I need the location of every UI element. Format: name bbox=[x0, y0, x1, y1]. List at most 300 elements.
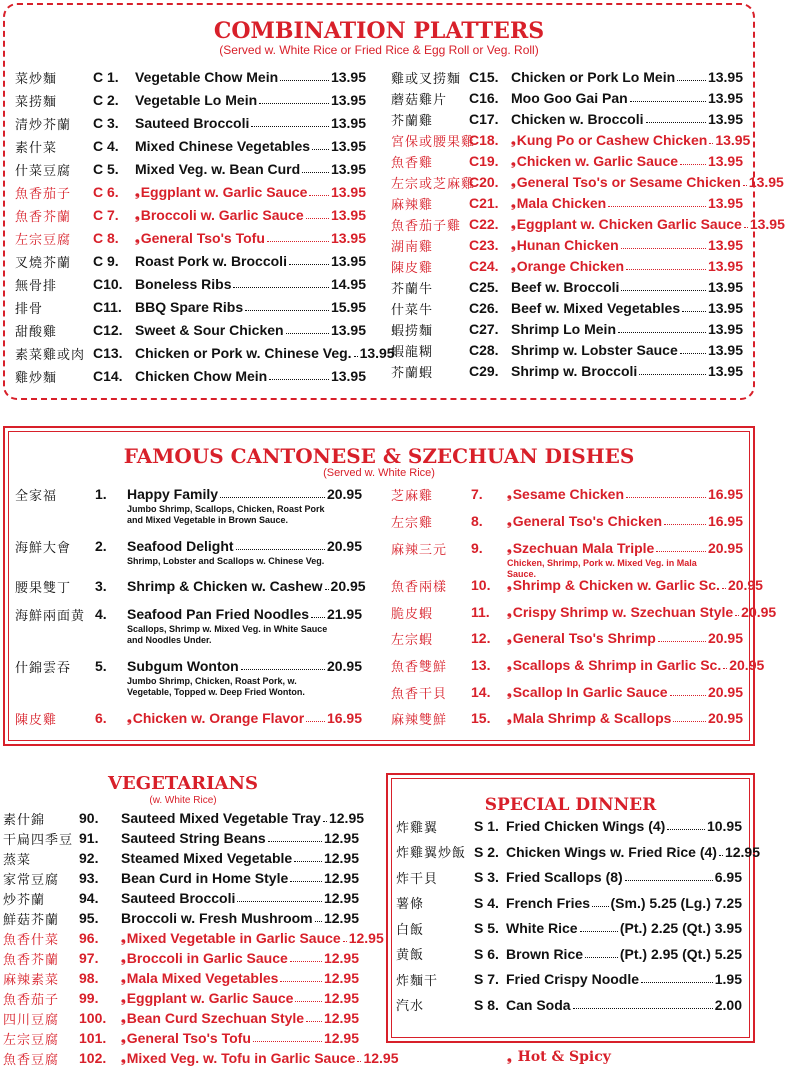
item-name: Broccoli w. Fresh Mushroom bbox=[121, 910, 313, 926]
item-name: General Tso's Chicken bbox=[512, 513, 663, 529]
menu-item-row bbox=[396, 994, 742, 1016]
item-name-cell bbox=[511, 258, 708, 274]
chili-pepper-icon: ❟ bbox=[507, 657, 512, 672]
dot-leader bbox=[621, 280, 706, 291]
item-price: 15.95 bbox=[330, 299, 366, 315]
item-chinese-name: 脆皮蝦 bbox=[391, 606, 434, 622]
menu-item-row bbox=[391, 129, 751, 151]
dot-leader bbox=[680, 343, 706, 354]
chili-pepper-icon: ❟ bbox=[121, 930, 126, 945]
item-chinese-name: 魚香豆腐 bbox=[3, 1052, 60, 1068]
item-chinese-name: 魚香干貝 bbox=[391, 686, 448, 702]
item-code: S 4. bbox=[474, 894, 499, 911]
item-name: Roast Pork w. Broccoli bbox=[135, 253, 287, 269]
item-price: 13.95 bbox=[330, 69, 366, 85]
menu-item-row bbox=[15, 89, 366, 111]
item-code: 7. bbox=[471, 486, 483, 502]
item-chinese-name: 腰果雙丁 bbox=[15, 580, 72, 596]
item-code: 101. bbox=[79, 1030, 107, 1046]
item-price: 13.95 bbox=[707, 321, 743, 337]
menu-item-row bbox=[15, 158, 366, 180]
chili-pepper-icon: ❟ bbox=[511, 216, 516, 231]
item-name-cell bbox=[511, 69, 708, 85]
item-price: 12.95 bbox=[323, 850, 359, 866]
item-name-cell bbox=[135, 161, 331, 177]
item-chinese-name: 海鮮兩面黄 bbox=[15, 608, 86, 624]
menu-item-row bbox=[3, 907, 359, 929]
item-code: 4. bbox=[95, 606, 107, 622]
item-chinese-name: 甜酸雞 bbox=[15, 324, 58, 340]
item-chinese-name: 宮保或腰果雞 bbox=[391, 134, 476, 150]
item-name-cell bbox=[135, 92, 331, 108]
item-chinese-name: 雞炒麵 bbox=[15, 370, 58, 386]
item-code: C 1. bbox=[93, 69, 119, 85]
dot-leader bbox=[295, 991, 321, 1002]
item-name-cell bbox=[511, 321, 708, 337]
item-chinese-name: 左宗蝦 bbox=[391, 632, 434, 648]
item-name-cell bbox=[121, 1010, 324, 1026]
item-chinese-name: 蒸菜 bbox=[3, 852, 32, 868]
item-price: 16.95 bbox=[707, 486, 743, 502]
item-code: 98. bbox=[79, 970, 99, 986]
item-price: 2.00 bbox=[714, 996, 742, 1013]
item-name-cell bbox=[135, 253, 331, 269]
item-name-cell bbox=[507, 630, 708, 646]
dot-leader bbox=[585, 947, 618, 958]
item-chinese-name: 蘑菇雞片 bbox=[391, 92, 448, 108]
menu-item-row bbox=[3, 887, 359, 909]
item-name-cell bbox=[506, 844, 725, 860]
item-price: 13.95 bbox=[330, 207, 366, 223]
item-price: (Pt.) 2.25 (Qt.) 3.95 bbox=[619, 920, 742, 936]
special-title: SPECIAL DINNER bbox=[484, 795, 657, 815]
menu-item-row bbox=[396, 943, 742, 965]
dot-leader bbox=[286, 323, 329, 334]
dot-leader bbox=[667, 819, 705, 830]
item-name: Bean Curd Szechuan Style bbox=[126, 1010, 305, 1026]
item-price: 12.95 bbox=[323, 970, 359, 986]
chili-pepper-icon: ❟ bbox=[507, 684, 512, 699]
dot-leader bbox=[309, 185, 328, 196]
dot-leader bbox=[630, 91, 706, 102]
item-name-cell bbox=[135, 115, 331, 131]
item-name: Can Soda bbox=[506, 996, 571, 1013]
dot-leader bbox=[744, 217, 748, 228]
item-code: C12. bbox=[93, 322, 123, 338]
item-name: Mala Mixed Vegetables bbox=[126, 970, 279, 986]
item-chinese-name: 魚香雙鮮 bbox=[391, 659, 448, 675]
item-chinese-name: 左宗雞 bbox=[391, 515, 434, 531]
item-name: Broccoli w. Garlic Sauce bbox=[140, 207, 304, 223]
item-name-cell bbox=[507, 684, 708, 700]
menu-item-row bbox=[396, 917, 742, 939]
chili-pepper-icon: ❟ bbox=[121, 990, 126, 1005]
item-chinese-name: 海鮮大會 bbox=[15, 540, 72, 556]
menu-item-row bbox=[15, 535, 362, 557]
item-price: 13.95 bbox=[359, 345, 395, 361]
item-chinese-name: 什菜牛 bbox=[391, 302, 434, 318]
vegetarians-title: VEGETARIANS bbox=[108, 773, 258, 794]
item-price: 6.95 bbox=[714, 869, 742, 885]
item-chinese-name: 蝦龍糊 bbox=[391, 344, 434, 360]
dot-leader bbox=[680, 154, 706, 165]
item-name-cell bbox=[121, 930, 349, 946]
item-code: S 7. bbox=[474, 971, 499, 987]
item-chinese-name: 薯條 bbox=[396, 897, 425, 912]
menu-item-row bbox=[391, 483, 743, 505]
item-name-cell bbox=[127, 578, 331, 594]
item-description: Jumbo Shrimp, Scallops, Chicken, Roast Pork and Mixed Vegetable in Brown Sauce. bbox=[127, 504, 325, 525]
item-name: Vegetable Chow Mein bbox=[135, 69, 279, 85]
item-name-cell bbox=[121, 870, 324, 886]
menu-item-row bbox=[3, 927, 384, 949]
item-chinese-name: 菜炒麵 bbox=[15, 71, 58, 87]
menu-item-row bbox=[391, 234, 743, 256]
menu-item-row bbox=[391, 360, 743, 382]
item-price: 13.95 bbox=[330, 368, 366, 384]
item-name: Steamed Mixed Vegetable bbox=[121, 850, 293, 866]
dot-leader bbox=[670, 685, 706, 696]
item-chinese-name: 全家福 bbox=[15, 488, 58, 504]
chili-pepper-icon: ❟ bbox=[511, 237, 516, 252]
item-chinese-name: 素什菜 bbox=[15, 140, 58, 156]
item-code: 95. bbox=[79, 910, 99, 926]
item-chinese-name: 左宗或芝麻雞 bbox=[391, 176, 476, 192]
menu-item-row bbox=[3, 987, 359, 1009]
item-price: 13.95 bbox=[707, 300, 743, 316]
item-chinese-name: 素什錦 bbox=[3, 812, 46, 828]
item-price: 21.95 bbox=[326, 606, 362, 622]
item-price: 12.95 bbox=[363, 1050, 399, 1066]
item-price: 13.95 bbox=[330, 184, 366, 200]
menu-item-row bbox=[15, 483, 362, 505]
item-price: 12.95 bbox=[323, 1010, 359, 1026]
item-name-cell bbox=[511, 342, 708, 358]
menu-item-row bbox=[391, 654, 765, 676]
item-code: C25. bbox=[469, 279, 499, 295]
menu-item-row bbox=[15, 181, 366, 203]
dot-leader bbox=[743, 175, 747, 186]
menu-item-row bbox=[396, 815, 742, 837]
item-chinese-name: 芥蘭雞 bbox=[391, 113, 434, 129]
combination-title: COMBINATION PLATTERS bbox=[213, 18, 545, 44]
dot-leader bbox=[259, 93, 329, 104]
menu-item-row bbox=[396, 892, 742, 914]
dot-leader bbox=[245, 300, 329, 311]
dot-leader bbox=[646, 112, 706, 123]
item-name: Fried Chicken Wings (4) bbox=[506, 818, 666, 834]
item-name-cell bbox=[135, 138, 331, 154]
item-name-cell bbox=[135, 322, 331, 338]
item-chinese-name: 芝麻雞 bbox=[391, 488, 434, 504]
chili-pepper-icon: ❟ bbox=[507, 540, 512, 555]
dot-leader bbox=[323, 811, 327, 822]
item-price: 16.95 bbox=[707, 513, 743, 529]
item-name-cell bbox=[135, 276, 331, 292]
hot-spicy-legend bbox=[507, 1049, 611, 1065]
item-code: C20. bbox=[469, 174, 499, 190]
menu-item-row bbox=[3, 1007, 359, 1029]
menu-item-row bbox=[391, 108, 743, 130]
item-name: Kung Po or Cashew Chicken bbox=[516, 132, 708, 148]
item-chinese-name: 無骨排 bbox=[15, 278, 58, 294]
item-code: 6. bbox=[95, 710, 107, 726]
item-code: S 2. bbox=[474, 843, 499, 860]
item-name-cell bbox=[127, 710, 327, 726]
item-code: C 7. bbox=[93, 207, 119, 223]
item-code: S 6. bbox=[474, 945, 499, 962]
dot-leader bbox=[664, 514, 706, 525]
item-name-cell bbox=[506, 895, 611, 911]
chili-pepper-icon: ❟ bbox=[511, 132, 516, 147]
item-code: 8. bbox=[471, 513, 483, 529]
item-name-cell bbox=[127, 606, 327, 622]
item-name-cell bbox=[506, 997, 715, 1013]
item-price: 1.95 bbox=[714, 971, 742, 987]
item-code: C17. bbox=[469, 111, 499, 127]
item-chinese-name: 叉燒芥蘭 bbox=[15, 255, 72, 271]
dot-leader bbox=[580, 921, 618, 932]
famous-subtitle: (Served w. White Rice) bbox=[323, 467, 435, 479]
menu-item-row bbox=[391, 574, 763, 596]
item-code: 102. bbox=[79, 1050, 107, 1066]
item-chinese-name: 麻辣雙鮮 bbox=[391, 712, 448, 728]
item-chinese-name: 炸麵干 bbox=[396, 973, 439, 989]
dot-leader bbox=[626, 487, 706, 498]
chili-pepper-icon: ❟ bbox=[127, 710, 132, 725]
item-code: 2. bbox=[95, 538, 107, 554]
item-chinese-name: 清炒芥蘭 bbox=[15, 117, 72, 133]
item-price: 13.95 bbox=[330, 161, 366, 177]
item-name-cell bbox=[121, 850, 324, 866]
dot-leader bbox=[723, 658, 727, 669]
item-name-cell bbox=[507, 710, 708, 726]
dot-leader bbox=[656, 541, 706, 552]
item-name: Scallop In Garlic Sauce bbox=[512, 684, 668, 700]
item-code: 13. bbox=[471, 657, 491, 673]
item-name: Eggplant w. Garlic Sauce bbox=[126, 990, 294, 1006]
chili-pepper-icon: ❟ bbox=[507, 630, 512, 645]
item-code: C16. bbox=[469, 90, 499, 106]
item-name: Boneless Ribs bbox=[135, 276, 232, 292]
item-name: Shrimp Lo Mein bbox=[511, 321, 616, 337]
menu-item-row bbox=[391, 537, 743, 559]
item-chinese-name: 芥蘭牛 bbox=[391, 281, 434, 297]
item-price: 20.95 bbox=[727, 577, 763, 593]
item-price: 20.95 bbox=[326, 538, 362, 554]
item-code: 1. bbox=[95, 486, 107, 502]
dot-leader bbox=[719, 845, 723, 856]
item-price: 12.95 bbox=[323, 890, 359, 906]
menu-item-row bbox=[15, 707, 362, 729]
item-chinese-name: 麻辣雞 bbox=[391, 197, 434, 213]
item-chinese-name: 魚香芥蘭 bbox=[15, 209, 72, 225]
item-code: C 2. bbox=[93, 92, 119, 108]
item-price: 20.95 bbox=[707, 540, 743, 556]
item-code: C 9. bbox=[93, 253, 119, 269]
item-price: 13.95 bbox=[707, 279, 743, 295]
item-price: 10.95 bbox=[706, 818, 742, 834]
item-name: Szechuan Mala Triple bbox=[512, 540, 655, 556]
chili-pepper-icon: ❟ bbox=[507, 486, 512, 501]
combination-subtitle: (Served w. White Rice or Fried Rice & Egg Roll or Veg. Roll) bbox=[219, 43, 539, 57]
famous-title: FAMOUS CANTONESE & SZECHUAN DISHES bbox=[123, 444, 635, 468]
item-name: Shrimp w. Broccoli bbox=[511, 363, 638, 379]
item-name: Shrimp w. Lobster Sauce bbox=[511, 342, 678, 358]
item-name-cell bbox=[511, 153, 708, 169]
item-chinese-name: 菜捞麵 bbox=[15, 94, 58, 110]
item-name-cell bbox=[135, 207, 331, 223]
dot-leader bbox=[306, 711, 325, 722]
item-name: Eggplant w. Chicken Garlic Sauce bbox=[516, 216, 742, 232]
dot-leader bbox=[608, 196, 706, 207]
item-code: C27. bbox=[469, 321, 499, 337]
item-price: (Sm.) 5.25 (Lg.) 7.25 bbox=[610, 894, 742, 911]
item-name-cell bbox=[507, 604, 741, 620]
dot-leader bbox=[625, 870, 713, 881]
item-price: 13.95 bbox=[707, 195, 743, 211]
menu-item-row bbox=[391, 510, 743, 532]
item-price: 12.95 bbox=[328, 810, 365, 826]
item-name-cell bbox=[135, 299, 331, 315]
item-chinese-name: 左宗豆腐 bbox=[15, 232, 72, 248]
chili-pepper-icon: ❟ bbox=[121, 1010, 126, 1025]
dot-leader bbox=[573, 998, 713, 1009]
item-chinese-name: 魚香兩樣 bbox=[391, 579, 448, 595]
item-chinese-name: 陳皮雞 bbox=[391, 260, 434, 276]
item-chinese-name: 什錦雲吞 bbox=[15, 660, 72, 676]
item-chinese-name: 芥蘭蝦 bbox=[391, 365, 434, 381]
menu-item-row bbox=[15, 575, 366, 597]
item-code: 96. bbox=[79, 930, 99, 946]
dot-leader bbox=[722, 578, 726, 589]
dot-leader bbox=[268, 831, 322, 842]
item-code: C22. bbox=[469, 216, 499, 232]
item-code: 92. bbox=[79, 850, 99, 866]
item-price: 20.95 bbox=[326, 486, 362, 502]
dot-leader bbox=[241, 659, 325, 670]
item-chinese-name: 雞或叉捞麵 bbox=[391, 71, 462, 87]
item-chinese-name: 麻辣素菜 bbox=[3, 972, 60, 988]
item-chinese-name: 排骨 bbox=[15, 301, 44, 317]
item-name: Sauteed Mixed Vegetable Tray bbox=[121, 810, 321, 826]
item-code: C 5. bbox=[93, 161, 119, 177]
dot-leader bbox=[709, 133, 713, 144]
item-price: 13.95 bbox=[330, 253, 366, 269]
menu-item-row bbox=[3, 967, 359, 989]
dot-leader bbox=[267, 231, 329, 242]
item-chinese-name: 魚香雞 bbox=[391, 155, 434, 171]
item-name-cell bbox=[506, 818, 707, 834]
dot-leader bbox=[237, 891, 322, 902]
dot-leader bbox=[236, 539, 325, 550]
item-name: Chicken or Pork Lo Mein bbox=[511, 69, 676, 85]
item-code: 91. bbox=[79, 830, 99, 846]
dot-leader bbox=[306, 208, 329, 219]
item-name: Beef w. Mixed Vegetables bbox=[511, 300, 681, 316]
item-price: 13.95 bbox=[330, 115, 366, 131]
menu-item-row bbox=[15, 250, 366, 272]
item-name: Beef w. Broccoli bbox=[511, 279, 620, 295]
dot-leader bbox=[312, 139, 329, 150]
item-code: 100. bbox=[79, 1010, 107, 1026]
item-name: Seafood Delight bbox=[127, 538, 234, 554]
menu-item-row bbox=[391, 627, 743, 649]
item-name-cell bbox=[511, 363, 708, 379]
item-name: Scallops & Shrimp in Garlic Sc. bbox=[512, 657, 722, 673]
menu-item-row bbox=[391, 276, 743, 298]
item-price: 12.95 bbox=[323, 830, 359, 846]
menu-item-row bbox=[391, 150, 743, 172]
item-code: 5. bbox=[95, 658, 107, 674]
item-chinese-name: 蝦捞麵 bbox=[391, 323, 434, 339]
item-code: C21. bbox=[469, 195, 499, 211]
item-code: 12. bbox=[471, 630, 491, 646]
menu-item-row bbox=[3, 847, 359, 869]
menu-item-row bbox=[391, 66, 743, 88]
item-name: Chicken w. Broccoli bbox=[511, 111, 644, 127]
item-price: 20.95 bbox=[707, 630, 743, 646]
chili-pepper-icon: ❟ bbox=[135, 207, 140, 222]
item-chinese-name: 魚香什菜 bbox=[3, 932, 60, 948]
menu-item-row bbox=[391, 255, 743, 277]
dot-leader bbox=[311, 607, 325, 618]
menu-item-row bbox=[391, 87, 743, 109]
chili-pepper-icon: ❟ bbox=[135, 184, 140, 199]
menu-item-row bbox=[3, 1047, 399, 1069]
item-price: 13.95 bbox=[330, 138, 366, 154]
chili-pepper-icon: ❟ bbox=[135, 230, 140, 245]
item-name: General Tso's Shrimp bbox=[512, 630, 656, 646]
item-code: C29. bbox=[469, 363, 499, 379]
item-code: C23. bbox=[469, 237, 499, 253]
item-chinese-name: 四川豆腐 bbox=[3, 1012, 60, 1028]
item-code: C14. bbox=[93, 368, 123, 384]
chili-pepper-icon: ❟ bbox=[121, 1050, 126, 1065]
item-code: 10. bbox=[471, 577, 491, 593]
dot-leader bbox=[639, 364, 706, 375]
item-name-cell bbox=[507, 577, 728, 593]
item-price: 13.95 bbox=[749, 216, 785, 232]
chili-pepper-icon: ❟ bbox=[507, 1050, 512, 1064]
item-name: Mala Chicken bbox=[516, 195, 607, 211]
item-name-cell bbox=[511, 132, 715, 148]
item-code: C15. bbox=[469, 69, 499, 85]
dot-leader bbox=[251, 116, 329, 127]
item-price: 13.95 bbox=[707, 111, 743, 127]
item-name-cell bbox=[135, 184, 331, 200]
item-chinese-name: 干扁四季豆 bbox=[3, 832, 74, 848]
item-description: Scallops, Shrimp w. Mixed Veg. in White Sauce and Noodles Under. bbox=[127, 624, 328, 645]
dot-leader bbox=[618, 322, 706, 333]
item-price: 13.95 bbox=[715, 132, 751, 148]
item-code: S 5. bbox=[474, 920, 499, 936]
item-description: Jumbo Shrimp, Chicken, Roast Pork, w. Vegetable, Topped w. Deep Fried Wonton. bbox=[127, 676, 305, 697]
item-name-cell bbox=[506, 869, 715, 885]
item-name-cell bbox=[121, 1050, 363, 1066]
dot-leader bbox=[357, 1051, 361, 1062]
dot-leader bbox=[682, 301, 706, 312]
item-price: 13.95 bbox=[707, 90, 743, 106]
item-name: Moo Goo Gai Pan bbox=[511, 90, 628, 106]
chili-pepper-icon: ❟ bbox=[511, 153, 516, 168]
item-code: S 8. bbox=[474, 996, 499, 1013]
item-code: C24. bbox=[469, 258, 499, 274]
item-price: 20.95 bbox=[326, 658, 362, 674]
item-name-cell bbox=[507, 540, 708, 556]
menu-item-row bbox=[391, 192, 743, 214]
dot-leader bbox=[302, 162, 329, 173]
